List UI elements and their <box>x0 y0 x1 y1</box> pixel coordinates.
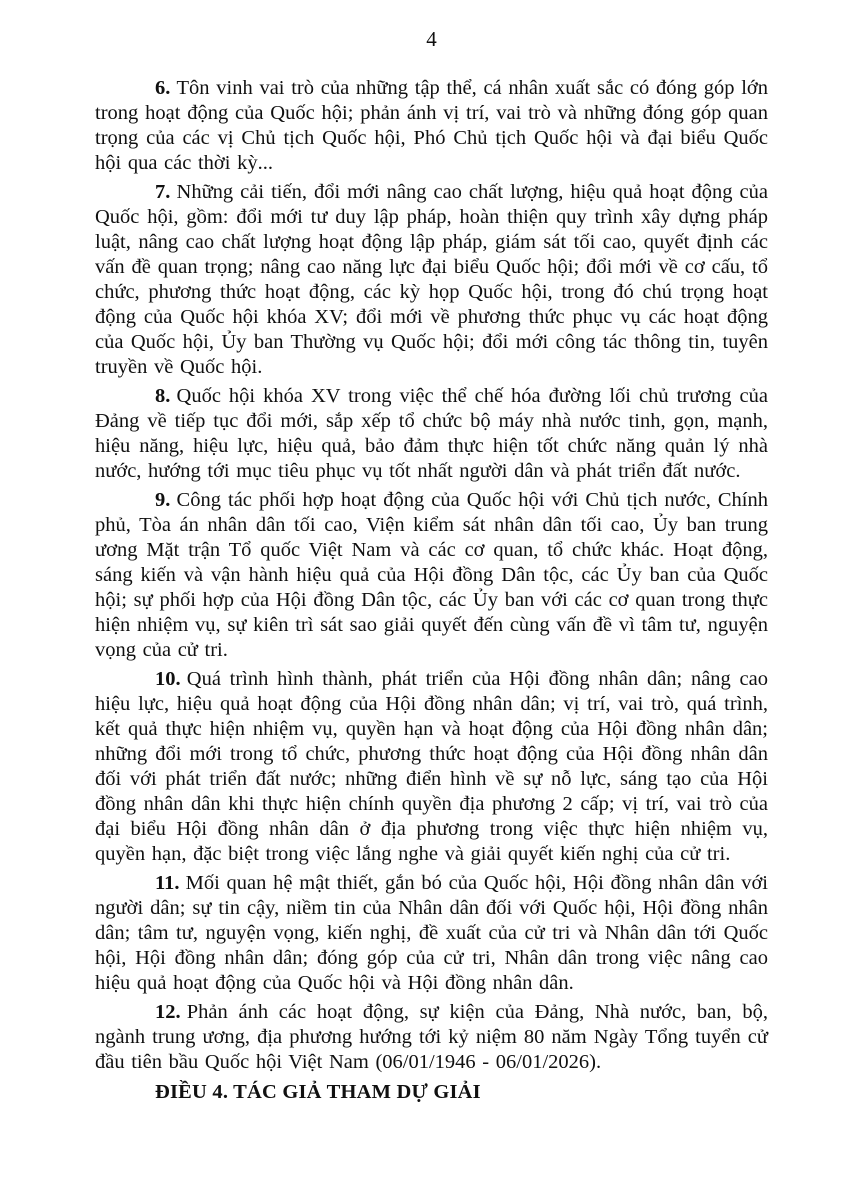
paragraph-8 <box>95 384 768 484</box>
paragraph-10-number: 10. <box>155 668 181 690</box>
paragraph-6 <box>95 76 768 176</box>
paragraph-7 <box>95 180 768 380</box>
paragraph-10-text: Quá trình hình thành, phát triển của Hội đồng nhân dân; nâng cao hiệu lực, hiệu quả hoạt động của Hội đồng nhân dân; vị trí, vai trò, quá trình, kết quả thực hiện nhiệm vụ, quyền hạn và hoạt động của Hội đồng nhân dân; những đổi mới trong tổ chức, phương thức hoạt động của Hội đồng nhân dân đối với phát triển đất nước; những điển hình về sự nỗ lực, sáng tạo của Hội đồng nhân dân khi thực hiện chính quyền địa phương 2 cấp; vị trí, vai trò của đại biểu Hội đồng nhân dân ở địa phương trong việc thực hiện nhiệm vụ, quyền hạn, đặc biệt trong việc lắng nghe và giải quyết kiến nghị của cử tri. <box>95 668 768 865</box>
paragraph-6-text: Tôn vinh vai trò của những tập thể, cá nhân xuất sắc có đóng góp lớn trong hoạt động của Quốc hội; phản ánh vị trí, vai trò và những đóng góp quan trọng của các vị Chủ tịch Quốc hội, Phó Chủ tịch Quốc hội và đại biểu Quốc hội qua các thời kỳ... <box>95 77 768 174</box>
paragraph-8-number: 8. <box>155 385 171 407</box>
paragraph-9 <box>95 488 768 663</box>
paragraph-12-number: 12. <box>155 1001 181 1023</box>
paragraph-12 <box>95 1000 768 1075</box>
paragraph-10 <box>95 667 768 867</box>
paragraph-9-text: Công tác phối hợp hoạt động của Quốc hội với Chủ tịch nước, Chính phủ, Tòa án nhân dân tối cao, Viện kiểm sát nhân dân tối cao, Ủy ban trung ương Mặt trận Tổ quốc Việt Nam và các cơ quan, tổ chức khác. Hoạt động, sáng kiến và vận hành hiệu quả của Hội đồng Dân tộc, các Ủy ban của Quốc hội; sự phối hợp của Hội đồng Dân tộc, các Ủy ban với các cơ quan trong thực hiện nhiệm vụ, sự kiên trì sát sao giải quyết đến cùng vấn đề vì tâm tư, nguyện vọng của cử tri. <box>95 489 768 661</box>
page-number: 4 <box>426 27 437 51</box>
paragraph-12-text: Phản ánh các hoạt động, sự kiện của Đảng, Nhà nước, ban, bộ, ngành trung ương, địa phương hướng tới kỷ niệm 80 năm Ngày Tổng tuyển cử đầu tiên bầu Quốc hội Việt Nam (06/01/1946 - 06/01/2026). <box>95 1001 768 1073</box>
paragraph-9-number: 9. <box>155 489 171 511</box>
paragraph-8-text: Quốc hội khóa XV trong việc thể chế hóa đường lối chủ trương của Đảng về tiếp tục đổi mới, sắp xếp tổ chức bộ máy nhà nước tinh, gọn, mạnh, hiệu năng, hiệu lực, hiệu quả, bảo đảm thực hiện tốt chức năng quản lý nhà nước, hướng tới mục tiêu phục vụ tốt nhất người dân và phát triển đất nước. <box>95 385 768 482</box>
paragraph-11-number: 11. <box>155 872 180 894</box>
paragraph-11-text: Mối quan hệ mật thiết, gắn bó của Quốc hội, Hội đồng nhân dân với người dân; sự tin cậy, niềm tin của Nhân dân đối với Quốc hội, Hội đồng nhân dân; tâm tư, nguyện vọng, kiến nghị, đề xuất của cử tri và Nhân dân tới Quốc hội, Hội đồng nhân dân; đóng góp của cử tri, Nhân dân trong việc nâng cao hiệu quả hoạt động của Quốc hội và Hội đồng nhân dân. <box>95 872 768 994</box>
paragraph-7-number: 7. <box>155 181 171 203</box>
paragraph-7-text: Những cải tiến, đổi mới nâng cao chất lượng, hiệu quả hoạt động của Quốc hội, gồm: đổi mới tư duy lập pháp, hoàn thiện quy trình xây dựng pháp luật, nâng cao chất lượng hoạt động lập pháp, giám sát tối cao, quyết định các vấn đề quan trọng; nâng cao năng lực đại biểu Quốc hội; đổi mới về cơ cấu, tổ chức, phương thức hoạt động, các kỳ họp Quốc hội, trong đó chú trọng hoạt động của Quốc hội khóa XV; đổi mới về phương thức phục vụ các hoạt động của Quốc hội, Ủy ban Thường vụ Quốc hội; đổi mới công tác thông tin, tuyên truyền về Quốc hội. <box>95 181 768 378</box>
section-heading: ĐIỀU 4. TÁC GIẢ THAM DỰ GIẢI <box>155 1081 481 1103</box>
paragraph-6-number: 6. <box>155 77 171 99</box>
document-body <box>95 76 768 1105</box>
paragraph-11 <box>95 871 768 996</box>
